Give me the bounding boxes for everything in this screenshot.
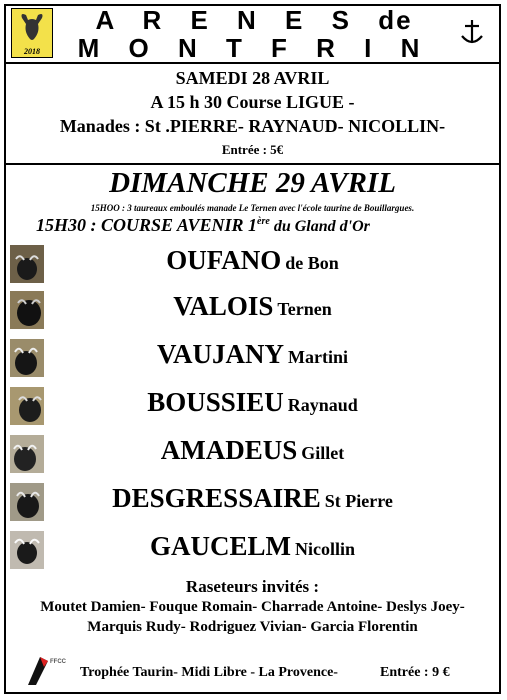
bull-manade: de Bon xyxy=(285,253,339,273)
raseteurs-list xyxy=(4,597,501,637)
bull-name: BOUSSIEU xyxy=(147,387,284,417)
poster-footer xyxy=(4,655,501,691)
course-suffix: du Gland d'Or xyxy=(269,218,370,235)
bull-manade: St Pierre xyxy=(324,491,393,511)
ffcc-emblem-icon xyxy=(26,655,50,687)
sunday-date: DIMANCHE 29 AVRIL xyxy=(109,167,396,199)
poster-header xyxy=(4,4,501,64)
bull-row xyxy=(4,243,501,289)
ffcc-logo xyxy=(26,655,66,687)
bull-name: AMADEUS xyxy=(160,435,298,465)
saturday-date: SAMEDI 28 AVRIL xyxy=(175,68,330,88)
saturday-section xyxy=(4,64,501,165)
course-prefix: 15H30 : COURSE AVENIR 1 xyxy=(36,215,258,235)
bull-row xyxy=(4,289,501,335)
raseteurs-title: Raseteurs invités : xyxy=(185,577,320,596)
sunday-course xyxy=(36,215,370,236)
bull-head-icon xyxy=(18,12,46,42)
ffcc-tag: FFCC xyxy=(50,659,66,665)
title-arenes: A R E N E S xyxy=(95,5,360,35)
bull-manade: Ternen xyxy=(277,299,332,319)
bull-manade: Raynaud xyxy=(287,395,358,415)
logo-year: 2018 xyxy=(24,47,40,56)
bull-name: DESGRESSAIRE xyxy=(112,483,321,513)
course-sup: ère xyxy=(257,216,270,227)
bull-manade: Gillet xyxy=(301,443,345,463)
bull-name: GAUCELM xyxy=(149,531,291,561)
bull-row xyxy=(4,337,501,383)
bull-manade: Martini xyxy=(288,347,348,367)
bull-row xyxy=(4,529,501,575)
bull-row xyxy=(4,385,501,431)
bull-name: VAUJANY xyxy=(156,339,284,369)
bull-manade: Nicollin xyxy=(294,539,355,559)
raseteurs-line2: Marquis Rudy- Rodriguez Vivian- Garcia Florentin xyxy=(87,619,418,635)
sunday-section xyxy=(4,165,501,694)
saturday-course: A 15 h 30 Course LIGUE - xyxy=(150,92,355,112)
trophy-text: Trophée Taurin- Midi Libre - La Provence- xyxy=(80,665,338,680)
poster-title-line2: M O N T F R I N xyxy=(77,33,431,63)
bull-name: VALOIS xyxy=(173,291,274,321)
camargue-cross-icon xyxy=(457,18,487,48)
saturday-manades: Manades : St .PIERRE- RAYNAUD- NICOLLIN- xyxy=(59,116,446,136)
bull-logo xyxy=(11,8,53,58)
poster-title-line1 xyxy=(64,6,444,34)
title-de: de xyxy=(378,5,413,35)
bull-row xyxy=(4,481,501,527)
raseteurs-line1: Moutet Damien- Fouque Romain- Charrade Antoine- Deslys Joey- xyxy=(40,599,465,615)
bull-name: OUFANO xyxy=(166,245,282,275)
bull-row xyxy=(4,433,501,479)
sunday-entry: Entrée : 9 € xyxy=(380,665,450,680)
sunday-note: 15HOO : 3 taureaux emboulés manade Le Ternen avec l'école taurine de Bouillargues. xyxy=(90,203,415,213)
saturday-entry: Entrée : 5€ xyxy=(221,142,284,157)
